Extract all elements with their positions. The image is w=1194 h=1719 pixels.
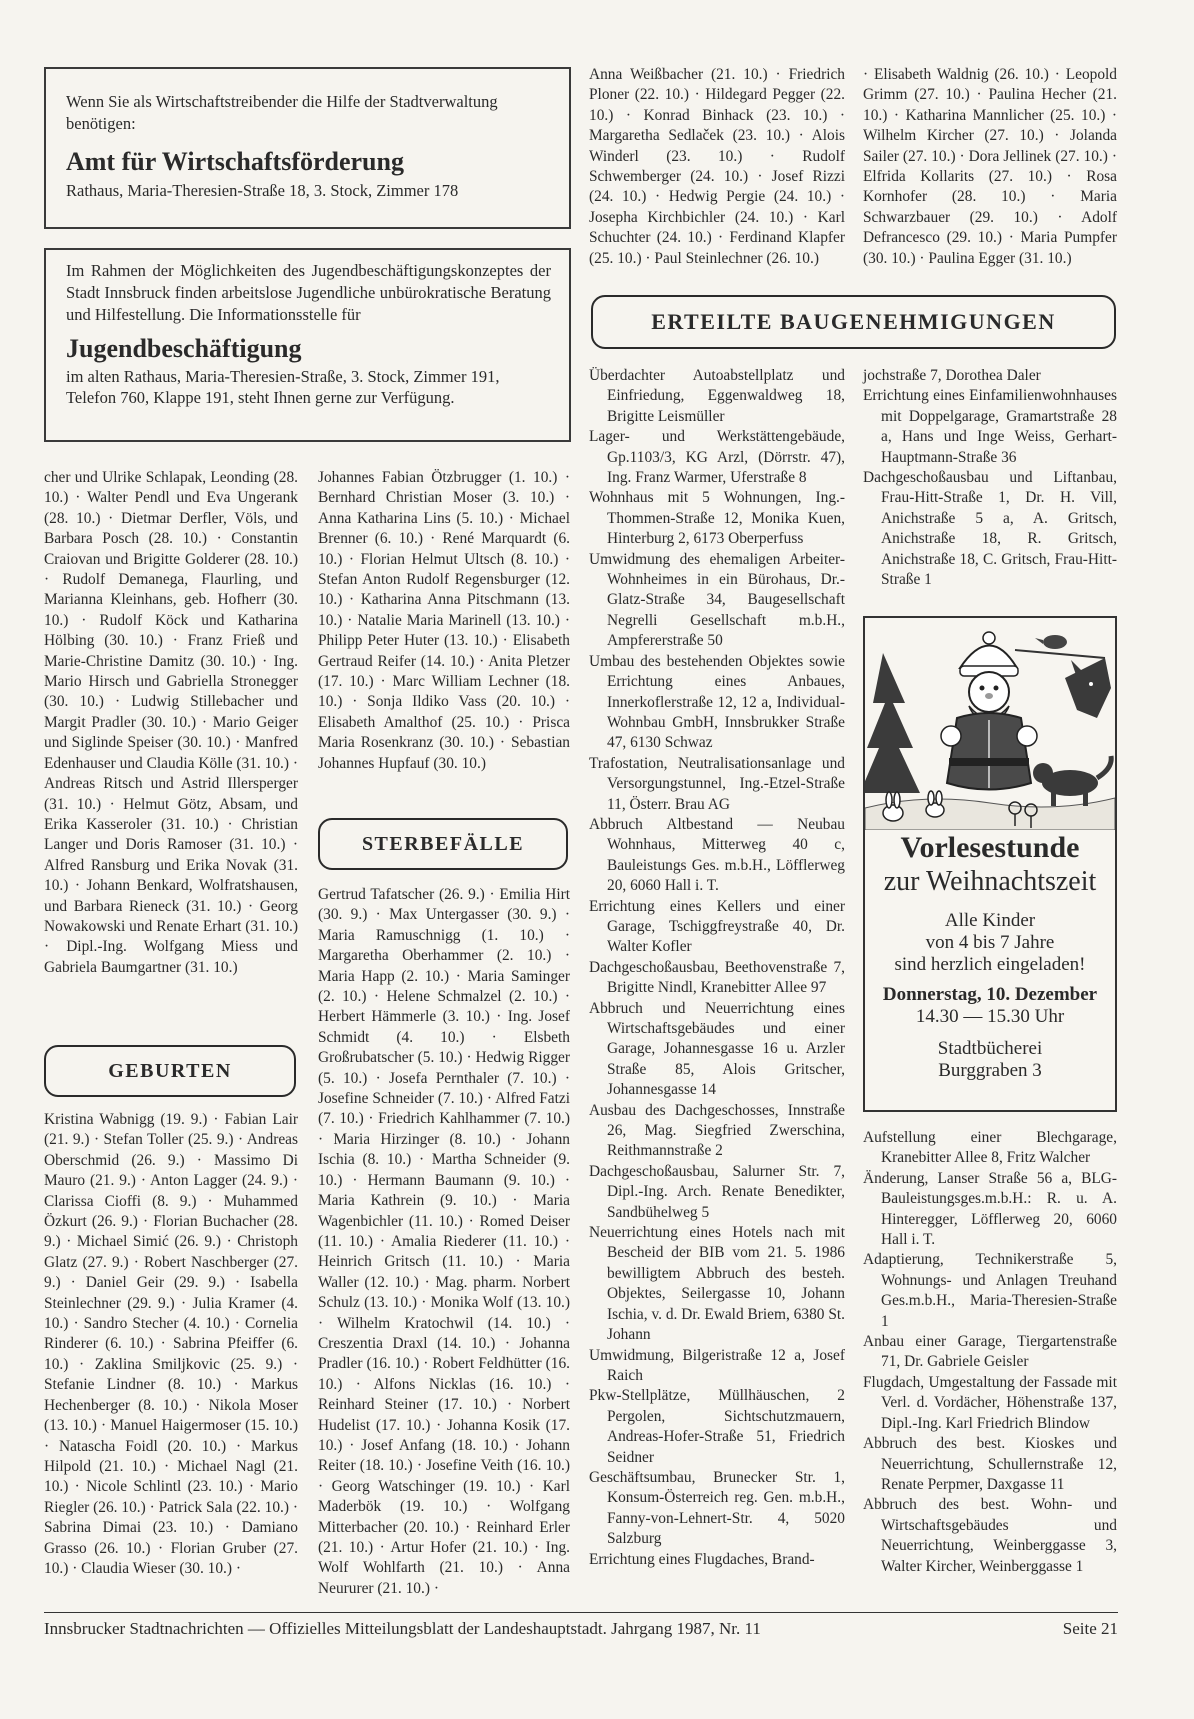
baugenehmigungen-list-col4-top (863, 366, 1117, 590)
box-jugend-title: Jugendbeschäftigung (66, 334, 302, 363)
ad-title-line1: Vorlesestunde (900, 831, 1080, 864)
ad-place-line1: Stadtbücherei (937, 1038, 1043, 1059)
permit-entry: Abbruch des best. Wohn- und Wirtschaftsgebäudes und Neuerrichtung, Weinberggasse 3, Walter Kircher, Weinberggasse 1 (863, 1496, 1117, 1575)
permit-entry: Überdachter Autoabstellplatz und Einfriedung, Eggenwaldweg 18, Brigitte Leismüller (589, 367, 845, 425)
permit-entry: Aufstellung einer Blechgarage, Kranebitter Allee 8, Fritz Walcher (863, 1129, 1117, 1167)
permit-entry: Umwidmung, Bilgeristraße 12 a, Josef Raich (589, 1346, 845, 1384)
permit-entry: Lager- und Werkstättengebäude, Gp.1103/3, KG Arzl, (Dörrstr. 47), Ing. Franz Warmer, Uferstraße 8 (589, 428, 845, 487)
heading-sterbefaelle: STERBEFÄLLE (318, 818, 568, 870)
permit-entry: Geschäftsumbau, Brunecker Str. 1, Konsum-Österreich reg. Gen. m.b.H., Fanny-von-Lehnert-Str. 4, 5020 Salzburg (589, 1468, 845, 1548)
permit-entry: Dachgeschoßausbau, Beethovenstraße 7, Brigitte Nindl, Kranebitter Allee 97 (589, 958, 845, 997)
ad-time: 14.30 — 15.30 Uhr (915, 1006, 1065, 1027)
ad-date: Donnerstag, 10. Dezember (882, 984, 1098, 1005)
permit-entry: jochstraße 7, Dorothea Daler (863, 367, 1041, 384)
heading-geburten: GEBURTEN (44, 1045, 296, 1097)
permit-entry: Errichtung eines Einfamilienwohnhauses mit Doppelgarage, Gramartstraße 28 a, Hans und Inge Weiss, Gerhart-Hauptmann-Straße 36 (863, 387, 1117, 466)
permit-entry: Abbruch des best. Kioskes und Neuerrichtung, Schullernstraße 12, Renate Perpmer, Daxgasse 11 (863, 1435, 1117, 1493)
permit-entry: Umbau des bestehenden Objektes sowie Errichtung eines Anbaues, Innerkoflerstraße 12, 12 a, Individual-Wohnbau GmbH, Innsbrukker Straße 47, 6130 Schwaz (589, 652, 845, 752)
baugenehmigungen-list-col4-bottom (863, 1128, 1117, 1577)
ad-place-line2: Burggraben 3 (938, 1060, 1042, 1081)
geburten-text: Kristina Wabnigg (19. 9.) · Fabian Lair (21. 9.) · Stefan Toller (25. 9.) · Andreas Oberschmid (26. 9.) · Massimo Di Mauro (21. 9.) · Anton Lagger (24. 9.) · Clarissa Cioffi (8. 9.) · Muhammed Özkurt (26. 9.) · Florian Buchacher (28. 9.) · Michael Simić (26. 9.) · Christoph Glatz (27. 9.) · Robert Naschberger (27. 9.) · Daniel Geir (29. 9.) · Isabella Steinlechner (29. 9.) · Julia Kramer (4. 10.) · Sandro Stecher (4. 10.) · Cornelia Rinderer (6. 10.) · Sabrina Pfeiffer (6. 10.) · Zaklina Smiljkovic (25. 9.) · Stefanie Lindner (8. 10.) · Markus Hechenberger (8. 10.) · Nikola Moser (13. 10.) · Manuel Haigermoser (15. 10.) · Natascha Foidl (20. 10.) · Markus Hilpold (21. 10.) · Michael Nagl (21. 10.) · Nicole Schlintl (23. 10.) · Mario Riegler (26. 10.) · Patrick Sala (22. 10.) · Sabrina Dimai (23. 10.) · Damiano Grasso (26. 10.) · Florian Gruber (27. 10.) · Claudia Wieser (30. 10.) · (44, 1111, 298, 1577)
column4-deaths-continued-text: · Elisabeth Waldnig (26. 10.) · Leopold Grimm (27. 10.) · Paulina Hecher (21. 10.) · Katharina Mannlicher (25. 10.) · Wilhelm Kircher (27. 10.) · Jolanda Sailer (27. 10.) · Dora Jellinek (27. 10.) · Elfrida Kollarits (27. 10.) · Rosa Kornhofer (28. 10.) · Maria Schwarzbauer (29. 10.) · Adolf Defrancesco (29. 10.) · Maria Pumpfer (30. 10.) · Paulina Egger (31. 10.) (863, 66, 1117, 267)
permit-entry: Errichtung eines Flugdaches, Brand- (589, 1550, 815, 1568)
column2-births-continued-text: Johannes Fabian Ötzbrugger (1. 10.) · Bernhard Christian Moser (3. 10.) · Anna Katharina Lins (5. 10.) · Michael Brenner (6. 10.) · René Marquardt (6. 10.) · Florian Helmut Ultsch (8. 10.) · Stefan Anton Rudolf Regensburger (12. 10.) · Katharina Anna Pitschmann (13. 10.) · Natalie Maria Marinell (13. 10.) · Philipp Peter Huter (13. 10.) · Elisabeth Gertraud Reifer (14. 10.) · Anita Pletzer (17. 10.) · Marc William Lechner (18. 10.) · Sonja Ildiko Vass (20. 10.) · Elisabeth Amalthof (25. 10.) · Prisca Maria Rosenkranz (30. 10.) · Sebastian Johannes Hupfauf (30. 10.) (318, 469, 570, 772)
heading-baugenehmigungen: ERTEILTE BAUGENEHMIGUNGEN (591, 295, 1116, 349)
box-wirtschaft-title: Amt für Wirtschaftsförderung (66, 147, 404, 176)
permit-entry: Flugdach, Umgestaltung der Fassade mit Verl. d. Vordächer, Höhenstraße 137, Dipl.-Ing. Karl Friedrich Blindow (863, 1373, 1117, 1432)
column1-marriages-text: cher und Ulrike Schlapak, Leonding (28. 10.) · Walter Pendl und Eva Ungerank (28. 10.) · Dietmar Derfler, Völs, und Barbara Posch (28. 10.) · Constantin Craiovan und Brigitte Golderer (28. 10.) · Rudolf Demanega, Flaurling, und Marianna Kleinhans, geb. Hofherr (30. 10.) · Rudolf Köck und Katharina Hölbing (30. 10.) · Franz Frieß und Marie-Christine Damitz (30. 10.) · Ing. Mario Hirsch und Gabriella Stronegger (30. 10.) · Ludwig Stillebacher und Margit Pradler (30. 10.) · Mario Geiger und Siglinde Speiser (30. 10.) · Manfred Edenhauser und Claudia Kölle (31. 10.) · Andreas Ritsch und Astrid Illersperger (31. 10.) · Helmut Götz, Absam, und Erika Kasseroler (31. 10.) · Christian Langer und Doris Ramoser (31. 10.) · Alfred Ransburg und Erika Novak (31. 10.) · Johann Benkard, Wolfratshausen, und Barbara Rieneck (31. 10.) · Georg Nowakowski und Renate Erhart (31. 10.) · Dipl.-Ing. Wolfgang Miess und Gabriela Baumgartner (31. 10.) (44, 469, 298, 976)
footer-page-number: Seite 21 (1062, 1619, 1118, 1638)
box-wirtschaft-address: Rathaus, Maria-Theresien-Straße 18, 3. Stock, Zimmer 178 (66, 181, 459, 200)
box-jugend-details: im alten Rathaus, Maria-Theresien-Straße, 3. Stock, Zimmer 191, Telefon 760, Klappe 191, steht Ihnen gerne zur Verfügung. (66, 367, 500, 407)
tree-icon (865, 653, 920, 793)
permit-entry: Ausbau des Dachgeschosses, Innstraße 26, Mag. Siegfried Zwerschina, Reithmannstraße 2 (589, 1101, 845, 1160)
baugenehmigungen-list-col3 (589, 366, 845, 1570)
sterbefaelle-text: Gertrud Tafatscher (26. 9.) · Emilia Hirt (30. 9.) · Max Untergasser (30. 9.) · Maria Ramuschnigg (1. 10.) · Margaretha Oberhammer (2. 10.) · Maria Happ (2. 10.) · Maria Saminger (2. 10.) · Helene Schmalzel (2. 10.) · Herbert Hämmerle (3. 10.) · Ing. Josef Schmidt (4. 10.) · Elsbeth Großrubatscher (5. 10.) · Hedwig Rigger (5. 10.) · Josefa Pernthaler (7. 10.) · Josefine Schneider (7. 10.) · Alfred Fatzi (7. 10.) · Friedrich Kahlhammer (7. 10.) · Maria Hirzinger (8. 10.) · Johann Ischia (8. 10.) · Martha Schneider (9. 10.) · Hermann Baumann (9. 10.) · Maria Kathrein (9. 10.) · Maria Wagenbichler (11. 10.) · Romed Deiser (11. 10.) · Amalia Riederer (11. 10.) · Heinrich Gritsch (11. 10.) · Maria Waller (12. 10.) · Mag. pharm. Norbert Schulz (13. 10.) · Monika Wolf (13. 10.) · Wilhelm Kratochwil (14. 10.) · Creszentia Draxl (14. 10.) · Johanna Pradler (16. 10.) · Robert Feldhütter (16. 10.) · Alfons Nicklas (16. 10.) · Reinhard Steiner (17. 10.) · Norbert Hudelist (17. 10.) · Johanna Kosik (17. 10.) · Josef Anfang (18. 10.) · Johann Reiter (18. 10.) · Josefine Veith (16. 10.) · Georg Watschinger (19. 10.) · Karl Maderbök (19. 10.) · Wolfgang Mitterbacher (20. 10.) · Reinhard Erler (21. 10.) · Artur Hofer (21. 10.) · Ing. Wolf Wohlfarth (21. 10.) · Anna Neururer (21. 10.) · (318, 886, 570, 1597)
santa-figure-icon (941, 632, 1037, 790)
footer-publication: Innsbrucker Stadtnachrichten — Offizielles Mitteilungsblatt der Landeshauptstadt. Jahrgang 1987, Nr. 11 (44, 1619, 761, 1638)
dog-icon (1033, 756, 1111, 806)
permit-entry: Wohnhaus mit 5 Wohnungen, Ing.-Thommen-Straße 12, Monika Kuen, Hinterburg 2, 6173 Oberperfuss (589, 489, 845, 548)
ad-title-line2: zur Weihnachtszeit (883, 866, 1097, 897)
permit-entry: Umwidmung des ehemaligen Arbeiter-Wohnheimes in ein Bürohaus, Dr.-Glatz-Straße 34, Baugesellschaft Negrelli Gesellschaft m.b.H., Ampfererstraße 50 (589, 550, 845, 650)
permit-entry: Dachgeschoßausbau, Salurner Str. 7, Dipl.-Ing. Arch. Renate Benedikter, Sandbühelweg 5 (589, 1162, 845, 1221)
page-footer (44, 1612, 1118, 1639)
column3-deaths-continued-text: Anna Weißbacher (21. 10.) · Friedrich Ploner (22. 10.) · Hildegard Pegger (22. 10.) · Konrad Binhack (23. 10.) · Margaretha Sedlaček (23. 10.) · Alois Winderl (23. 10.) · Rudolf Schwemberger (24. 10.) · Josef Rizzi (24. 10.) · Hedwig Pergie (24. 10.) · Josepha Kirchbichler (24. 10.) · Karl Schuchter (24. 10.) · Ferdinand Klapfer (25. 10.) · Paul Steinlechner (26. 10.) (589, 66, 845, 267)
permit-entry: Abbruch und Neuerrichtung eines Wirtschaftsgebäudes und einer Garage, Johannesgasse 16 u. Arzler Straße 85, Alois Gritscher, Johannesgasse 14 (589, 999, 845, 1099)
permit-entry: Dachgeschoßausbau und Liftanbau, Frau-Hitt-Straße 1, Dr. H. Vill, Anichstraße 5 a, A. Gritsch, Anichstraße 18, R. Gritsch, Anichstraße 18, C. Gritsch, Frau-Hitt-Straße 1 (863, 469, 1117, 589)
ad-illustration (865, 618, 1115, 830)
box-jugendbeschaeftigung (44, 248, 571, 442)
permit-entry: Trafostation, Neutralisationsanlage und Versorgungstunnel, Ing.-Etzel-Straße 11, Österr. Brau AG (589, 754, 845, 813)
ad-vorlesestunde (863, 616, 1117, 1112)
permit-entry: Pkw-Stellplätze, Müllhäuschen, 2 Pergolen, Sichtschutzmauern, Andreas-Hofer-Straße 51, Friedrich Seidner (589, 1387, 845, 1466)
ad-invite-line2: von 4 bis 7 Jahre (925, 932, 1055, 953)
box-jugend-intro: Im Rahmen der Möglichkeiten des Jugendbeschäftigungskonzeptes der Stadt Innsbruck finden arbeitslose Jugendliche unbürokratische Beratung und Hilfestellung. Die Informationsstelle für (66, 261, 551, 324)
permit-entry: Anbau einer Garage, Tiergartenstraße 71, Dr. Gabriele Geisler (863, 1333, 1117, 1371)
ad-invite-line1: Alle Kinder (944, 910, 1036, 931)
permit-entry: Neuerrichtung eines Hotels nach mit Bescheid der BIB vom 21. 5. 1986 bewilligtem Abbruch des besteh. Objektes, Seilergasse 10, Johann Ischia, v. d. Dr. Ewald Briem, 6380 St. Johann (589, 1224, 845, 1344)
fox-icon (1065, 658, 1111, 718)
bird-icon (1015, 635, 1105, 658)
permit-entry: Änderung, Lanser Straße 56 a, BLG-Bauleistungsges.m.b.H.: R. u. A. Hinteregger, Löfflerweg 20, 6060 Hall i. T. (863, 1169, 1117, 1249)
box-wirtschaft-intro: Wenn Sie als Wirtschaftstreibender die Hilfe der Stadtverwaltung benötigen: (66, 92, 498, 133)
permit-entry: Errichtung eines Kellers und einer Garage, Tschiggfreystraße 40, Dr. Walter Kofler (589, 897, 845, 956)
ad-invite-line3: sind herzlich eingeladen! (894, 954, 1086, 975)
box-wirtschaftsfoerderung (44, 67, 571, 229)
permit-entry: Abbruch Altbestand — Neubau Wohnhaus, Mitterweg 40 c, Bauleistungs Ges. m.b.H., Löfflerweg 20, 6060 Hall i. T. (589, 815, 845, 895)
permit-entry: Adaptierung, Technikerstraße 5, Wohnungs- und Anlagen Treuhand Ges.m.b.H., Maria-Theresien-Straße 1 (863, 1251, 1117, 1330)
